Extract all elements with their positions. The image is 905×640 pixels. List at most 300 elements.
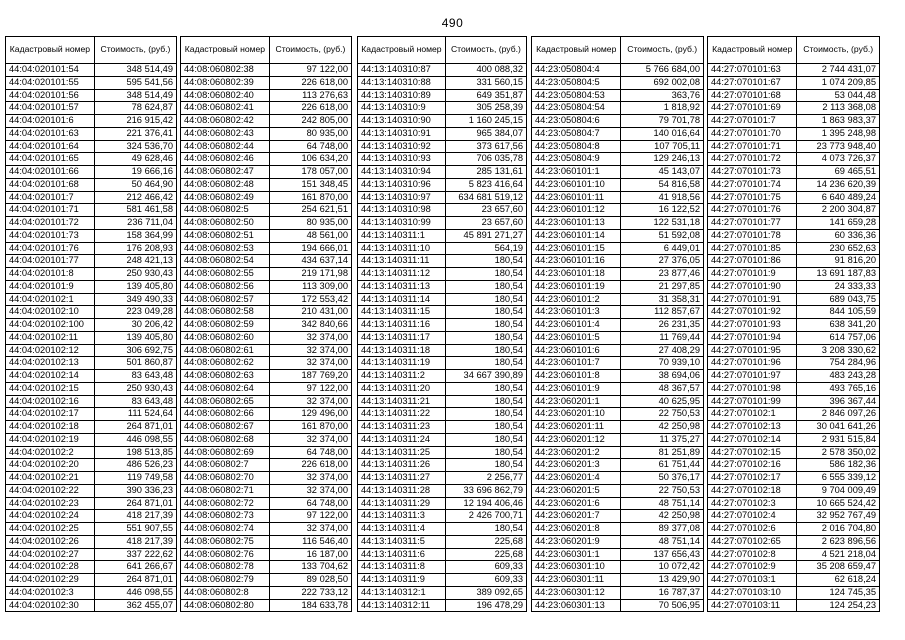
cadastral-number: 44:08:060802:70 <box>181 472 270 485</box>
cadastral-number: 44:08:060802:38 <box>181 64 270 77</box>
table-row <box>532 408 704 421</box>
cadastral-number: 44:27:070102:17 <box>708 472 797 485</box>
table-row <box>532 166 704 179</box>
table-row <box>708 574 880 587</box>
cost-value: 22 750,53 <box>621 408 704 421</box>
cost-value: 2 256,77 <box>445 472 526 485</box>
cadastral-number: 44:27:070102:16 <box>708 459 797 472</box>
cadastral-number: 44:23:060101:4 <box>532 319 621 332</box>
cadastral-number: 44:13:140311:20 <box>358 382 446 395</box>
table-row <box>358 229 527 242</box>
table-row <box>358 242 527 255</box>
table-row <box>181 217 352 230</box>
table-row <box>181 599 352 612</box>
table-row <box>532 255 704 268</box>
table-row <box>358 535 527 548</box>
cadastral-number: 44:27:070101:68 <box>708 89 797 102</box>
cadastral-number: 44:23:050804:7 <box>532 127 621 140</box>
cadastral-number: 44:13:140310:99 <box>358 217 446 230</box>
table-row <box>181 446 352 459</box>
cost-value: 48 367,57 <box>621 382 704 395</box>
table-row <box>358 76 527 89</box>
cadastral-number: 44:04:020102:1 <box>6 293 95 306</box>
table-row <box>708 331 880 344</box>
cost-value: 180,54 <box>445 344 526 357</box>
cost-value: 172 553,42 <box>269 293 351 306</box>
cadastral-number: 44:23:060201:12 <box>532 433 621 446</box>
table-row <box>6 523 177 536</box>
cost-value: 609,33 <box>445 561 526 574</box>
cost-value: 24 333,33 <box>797 280 880 293</box>
cadastral-number: 44:08:060802:64 <box>181 382 270 395</box>
cost-value: 161 870,00 <box>269 191 351 204</box>
cadastral-number: 44:27:070101:74 <box>708 178 797 191</box>
cost-value: 180,54 <box>445 319 526 332</box>
cadastral-number: 44:27:070101:76 <box>708 204 797 217</box>
cost-value: 180,54 <box>445 306 526 319</box>
cost-value: 129 496,00 <box>269 408 351 421</box>
cost-value: 30 041 641,26 <box>797 421 880 434</box>
cadastral-number: 44:13:140310:98 <box>358 204 446 217</box>
cadastral-number: 44:23:060101:14 <box>532 229 621 242</box>
cost-value: 264 871,01 <box>94 421 176 434</box>
cadastral-number: 44:27:070102:8 <box>708 548 797 561</box>
cost-value: 10 072,42 <box>621 561 704 574</box>
cadastral-number: 44:23:060201:9 <box>532 535 621 548</box>
cost-value: 180,54 <box>445 382 526 395</box>
cost-value: 16 187,00 <box>269 548 351 561</box>
cost-value: 50 376,17 <box>621 472 704 485</box>
table-row <box>6 229 177 242</box>
table-row <box>358 268 527 281</box>
cadastral-table-5 <box>707 36 880 612</box>
cost-value: 176 208,93 <box>94 242 176 255</box>
cost-value: 83 643,48 <box>94 395 176 408</box>
cost-value: 48 561,00 <box>269 229 351 242</box>
cost-value: 180,54 <box>445 459 526 472</box>
cadastral-number: 44:13:140310:97 <box>358 191 446 204</box>
cost-value: 196 478,29 <box>445 599 526 612</box>
cadastral-number: 44:13:140311:3 <box>358 510 446 523</box>
cost-value: 116 546,40 <box>269 535 351 548</box>
cadastral-number: 44:23:060201:10 <box>532 408 621 421</box>
cost-value: 83 643,48 <box>94 370 176 383</box>
cost-value: 13 429,90 <box>621 574 704 587</box>
cadastral-table-4 <box>531 36 704 612</box>
cadastral-number: 44:13:140310:96 <box>358 178 446 191</box>
cadastral-number: 44:23:060301:13 <box>532 599 621 612</box>
cost-value: 32 374,00 <box>269 357 351 370</box>
cost-value: 2 578 350,02 <box>797 446 880 459</box>
cost-value: 30 206,42 <box>94 319 176 332</box>
table-row <box>708 382 880 395</box>
cadastral-number: 44:27:070101:71 <box>708 140 797 153</box>
table-row <box>181 421 352 434</box>
table-header-row <box>181 37 352 64</box>
cadastral-number: 44:27:070101:98 <box>708 382 797 395</box>
cost-value: 493 765,16 <box>797 382 880 395</box>
cost-value: 180,54 <box>445 446 526 459</box>
table-row <box>181 166 352 179</box>
cadastral-number: 44:08:060802:58 <box>181 306 270 319</box>
table-row <box>532 204 704 217</box>
cost-value: 2 623 896,56 <box>797 535 880 548</box>
cadastral-number: 44:27:070101:93 <box>708 319 797 332</box>
cadastral-number: 44:27:070102:13 <box>708 421 797 434</box>
cadastral-number: 44:13:140311:5 <box>358 535 446 548</box>
cadastral-number: 44:27:070102:6 <box>708 523 797 536</box>
table-row <box>532 178 704 191</box>
table-row <box>532 344 704 357</box>
cost-value: 754 284,96 <box>797 357 880 370</box>
table-row <box>6 64 177 77</box>
cost-value: 32 374,00 <box>269 523 351 536</box>
cost-value: 11 769,44 <box>621 331 704 344</box>
cadastral-number: 44:04:020102:12 <box>6 344 95 357</box>
cadastral-number: 44:13:140311:6 <box>358 548 446 561</box>
cost-value: 2 016 704,80 <box>797 523 880 536</box>
cost-value: 434 637,14 <box>269 255 351 268</box>
cadastral-number: 44:23:060101:2 <box>532 293 621 306</box>
cost-value: 6 449,01 <box>621 242 704 255</box>
cadastral-number: 44:08:060802:43 <box>181 127 270 140</box>
cadastral-number: 44:08:060802:75 <box>181 535 270 548</box>
cost-value: 6 640 489,24 <box>797 191 880 204</box>
table-row <box>532 433 704 446</box>
cadastral-number: 44:08:060802:51 <box>181 229 270 242</box>
cost-value: 111 524,64 <box>94 408 176 421</box>
cost-value: 81 251,89 <box>621 446 704 459</box>
cost-value: 2 931 515,84 <box>797 433 880 446</box>
table-row <box>181 153 352 166</box>
cost-value: 586 182,36 <box>797 459 880 472</box>
table-row <box>181 331 352 344</box>
table-row <box>6 153 177 166</box>
cadastral-number: 44:04:020102:15 <box>6 382 95 395</box>
cadastral-number: 44:27:070103:11 <box>708 599 797 612</box>
table-row <box>6 484 177 497</box>
table-row <box>6 510 177 523</box>
table-row <box>181 344 352 357</box>
cost-value: 2 426 700,71 <box>445 510 526 523</box>
cost-value: 248 421,13 <box>94 255 176 268</box>
cadastral-number: 44:04:020102:26 <box>6 535 95 548</box>
cadastral-number: 44:27:070103:1 <box>708 574 797 587</box>
cadastral-number: 44:04:020102:100 <box>6 319 95 332</box>
cost-value: 40 625,95 <box>621 395 704 408</box>
cost-value: 70 939,10 <box>621 357 704 370</box>
cost-value: 180,54 <box>445 331 526 344</box>
table-row <box>708 408 880 421</box>
cadastral-number: 44:27:070101:94 <box>708 331 797 344</box>
cadastral-number: 44:04:020101:55 <box>6 76 95 89</box>
cost-value: 324 536,70 <box>94 140 176 153</box>
cadastral-number: 44:27:070101:73 <box>708 166 797 179</box>
cost-value: 140 016,64 <box>621 127 704 140</box>
cadastral-number: 44:27:070101:9 <box>708 268 797 281</box>
cadastral-number: 44:08:060802:8 <box>181 586 270 599</box>
cost-value: 305 258,39 <box>445 102 526 115</box>
table-header-row <box>532 37 704 64</box>
cadastral-table-2 <box>180 36 352 612</box>
table-row <box>358 548 527 561</box>
cadastral-number: 44:04:020102:22 <box>6 484 95 497</box>
cadastral-number: 44:23:060301:12 <box>532 586 621 599</box>
cost-value: 331 560,15 <box>445 76 526 89</box>
table-row <box>6 535 177 548</box>
cost-value: 400 088,32 <box>445 64 526 77</box>
table-row <box>181 115 352 128</box>
table-row <box>708 561 880 574</box>
cost-value: 194 666,01 <box>269 242 351 255</box>
cadastral-number: 44:13:140311:11 <box>358 255 446 268</box>
cost-value: 48 751,14 <box>621 535 704 548</box>
cadastral-number: 44:08:060802:48 <box>181 178 270 191</box>
cost-value: 2 113 368,08 <box>797 102 880 115</box>
cost-value: 649 351,87 <box>445 89 526 102</box>
cadastral-number: 44:13:140311:27 <box>358 472 446 485</box>
table-row <box>181 382 352 395</box>
table-row <box>181 127 352 140</box>
table-row <box>708 166 880 179</box>
table-row <box>532 102 704 115</box>
table-row <box>6 280 177 293</box>
cost-value: 264 871,01 <box>94 574 176 587</box>
cadastral-number: 44:08:060802:73 <box>181 510 270 523</box>
cadastral-number: 44:08:060802:57 <box>181 293 270 306</box>
cadastral-number: 44:04:020102:16 <box>6 395 95 408</box>
table-row <box>708 472 880 485</box>
table-row <box>532 497 704 510</box>
cost-value: 137 656,43 <box>621 548 704 561</box>
cadastral-tables <box>0 36 905 636</box>
cost-value: 348 514,49 <box>94 89 176 102</box>
cost-value: 187 769,20 <box>269 370 351 383</box>
table-row <box>181 548 352 561</box>
cadastral-number: 44:27:070101:90 <box>708 280 797 293</box>
cadastral-number: 44:04:020101:65 <box>6 153 95 166</box>
table-row <box>708 89 880 102</box>
cadastral-number: 44:13:140311:14 <box>358 293 446 306</box>
table-row <box>6 268 177 281</box>
cadastral-number: 44:27:070103:10 <box>708 586 797 599</box>
cadastral-number: 44:04:020101:9 <box>6 280 95 293</box>
table-row <box>358 446 527 459</box>
cadastral-number: 44:13:140311:21 <box>358 395 446 408</box>
cadastral-number: 44:13:140310:90 <box>358 115 446 128</box>
table-header-row <box>708 37 880 64</box>
table-row <box>532 523 704 536</box>
cadastral-number: 44:13:140311:17 <box>358 331 446 344</box>
cost-value: 844 105,59 <box>797 306 880 319</box>
cadastral-number: 44:27:070101:63 <box>708 64 797 77</box>
cadastral-number: 44:23:060201:8 <box>532 523 621 536</box>
table-row <box>358 586 527 599</box>
cadastral-number: 44:04:020102:30 <box>6 599 95 612</box>
cadastral-number: 44:04:020101:68 <box>6 178 95 191</box>
table-row <box>181 89 352 102</box>
cost-value: 41 918,56 <box>621 191 704 204</box>
table-row <box>532 319 704 332</box>
cadastral-number: 44:23:050804:4 <box>532 64 621 77</box>
cost-value: 689 043,75 <box>797 293 880 306</box>
cost-value: 210 431,00 <box>269 306 351 319</box>
table-row <box>181 293 352 306</box>
cadastral-number: 44:08:060802:65 <box>181 395 270 408</box>
table-row <box>358 64 527 77</box>
cost-value: 418 217,39 <box>94 510 176 523</box>
cadastral-number: 44:27:070101:86 <box>708 255 797 268</box>
cost-value: 32 374,00 <box>269 472 351 485</box>
cadastral-table-3 <box>357 36 527 612</box>
cadastral-number: 44:27:070101:67 <box>708 76 797 89</box>
cost-value: 14 236 620,39 <box>797 178 880 191</box>
cadastral-number: 44:23:060101:5 <box>532 331 621 344</box>
table-row <box>358 344 527 357</box>
table-row <box>181 319 352 332</box>
cost-value: 349 490,33 <box>94 293 176 306</box>
cost-value: 42 250,98 <box>621 421 704 434</box>
table-row <box>708 599 880 612</box>
table-row <box>6 102 177 115</box>
cadastral-number: 44:08:060802:55 <box>181 268 270 281</box>
table-row <box>6 204 177 217</box>
table-row <box>181 204 352 217</box>
table-row <box>6 127 177 140</box>
cadastral-number: 44:08:060802:74 <box>181 523 270 536</box>
cadastral-number: 44:13:140310:94 <box>358 166 446 179</box>
cost-value: 180,54 <box>445 421 526 434</box>
table-row <box>532 242 704 255</box>
cost-value: 180,54 <box>445 268 526 281</box>
cadastral-number: 44:27:070102:65 <box>708 535 797 548</box>
cadastral-number: 44:27:070102:4 <box>708 510 797 523</box>
cost-value: 595 541,56 <box>94 76 176 89</box>
cadastral-number: 44:13:140310:9 <box>358 102 446 115</box>
cadastral-number: 44:23:060101:6 <box>532 344 621 357</box>
cost-value: 178 057,00 <box>269 166 351 179</box>
cost-value: 638 341,20 <box>797 319 880 332</box>
column-header-cost: Стоимость, (руб.) <box>269 37 351 64</box>
cost-value: 133 704,62 <box>269 561 351 574</box>
table-row <box>358 331 527 344</box>
column-header-cost: Стоимость, (руб.) <box>797 37 880 64</box>
cost-value: 61 751,44 <box>621 459 704 472</box>
table-row <box>532 64 704 77</box>
cadastral-number: 44:08:060802:41 <box>181 102 270 115</box>
cadastral-number: 44:04:020102:23 <box>6 497 95 510</box>
table-row <box>181 523 352 536</box>
cadastral-number: 44:08:060802:60 <box>181 331 270 344</box>
cadastral-number: 44:08:060802:44 <box>181 140 270 153</box>
table-row <box>532 127 704 140</box>
cadastral-number: 44:23:050804:53 <box>532 89 621 102</box>
cadastral-number: 44:13:140311:28 <box>358 484 446 497</box>
cost-value: 390 336,23 <box>94 484 176 497</box>
cost-value: 4 073 726,37 <box>797 153 880 166</box>
cadastral-number: 44:23:060201:4 <box>532 472 621 485</box>
cost-value: 306 692,75 <box>94 344 176 357</box>
cost-value: 212 466,42 <box>94 191 176 204</box>
cost-value: 446 098,55 <box>94 433 176 446</box>
cost-value: 79 701,78 <box>621 115 704 128</box>
cadastral-number: 44:13:140310:89 <box>358 89 446 102</box>
cadastral-number: 44:08:060802:72 <box>181 497 270 510</box>
table-row <box>532 229 704 242</box>
cost-value: 226 618,00 <box>269 102 351 115</box>
cadastral-number: 44:04:020101:54 <box>6 64 95 77</box>
table-row <box>708 421 880 434</box>
cost-value: 221 376,41 <box>94 127 176 140</box>
cost-value: 225,68 <box>445 548 526 561</box>
table-row <box>708 178 880 191</box>
page-number: 490 <box>441 16 464 30</box>
cost-value: 19 666,16 <box>94 166 176 179</box>
table-row <box>181 472 352 485</box>
table-row <box>6 344 177 357</box>
table-row <box>181 561 352 574</box>
cadastral-number: 44:27:070101:77 <box>708 217 797 230</box>
cost-value: 5 823 416,64 <box>445 178 526 191</box>
cadastral-number: 44:04:020102:18 <box>6 421 95 434</box>
cadastral-number: 44:23:060301:11 <box>532 574 621 587</box>
cost-value: 11 375,27 <box>621 433 704 446</box>
cadastral-number: 44:04:020101:72 <box>6 217 95 230</box>
cost-value: 2 744 431,07 <box>797 64 880 77</box>
cost-value: 31 358,31 <box>621 293 704 306</box>
table-row <box>6 357 177 370</box>
table-row <box>6 255 177 268</box>
table-row <box>358 599 527 612</box>
table-row <box>708 102 880 115</box>
table-row <box>708 280 880 293</box>
column-header-cadastral-number: Кадастровый номер <box>6 37 95 64</box>
cost-value: 97 122,00 <box>269 510 351 523</box>
table-row <box>181 586 352 599</box>
cadastral-number: 44:13:140311:29 <box>358 497 446 510</box>
cost-value: 158 364,99 <box>94 229 176 242</box>
table-row <box>358 574 527 587</box>
table-row <box>532 586 704 599</box>
cadastral-number: 44:23:060101:8 <box>532 370 621 383</box>
cost-value: 119 749,58 <box>94 472 176 485</box>
cadastral-number: 44:23:060101:9 <box>532 382 621 395</box>
cadastral-number: 44:08:060802:59 <box>181 319 270 332</box>
cadastral-number: 44:23:060201:3 <box>532 459 621 472</box>
cost-value: 446 098,55 <box>94 586 176 599</box>
table-row <box>358 408 527 421</box>
cadastral-number: 44:23:060101:16 <box>532 255 621 268</box>
cadastral-number: 44:23:050804:5 <box>532 76 621 89</box>
table-row <box>708 153 880 166</box>
cost-value: 106 634,20 <box>269 153 351 166</box>
cadastral-number: 44:13:140311:13 <box>358 280 446 293</box>
table-row <box>6 561 177 574</box>
cadastral-number: 44:04:020102:14 <box>6 370 95 383</box>
cadastral-number: 44:23:060101:12 <box>532 204 621 217</box>
cost-value: 486 526,23 <box>94 459 176 472</box>
table-row <box>6 574 177 587</box>
cost-value: 51 592,08 <box>621 229 704 242</box>
table-row <box>358 357 527 370</box>
table-row <box>532 548 704 561</box>
cadastral-number: 44:27:070101:95 <box>708 344 797 357</box>
column-header-cadastral-number: Кадастровый номер <box>532 37 621 64</box>
table-header-row <box>6 37 177 64</box>
cost-value: 26 231,35 <box>621 319 704 332</box>
table-row <box>181 178 352 191</box>
cadastral-number: 44:23:060101:10 <box>532 178 621 191</box>
